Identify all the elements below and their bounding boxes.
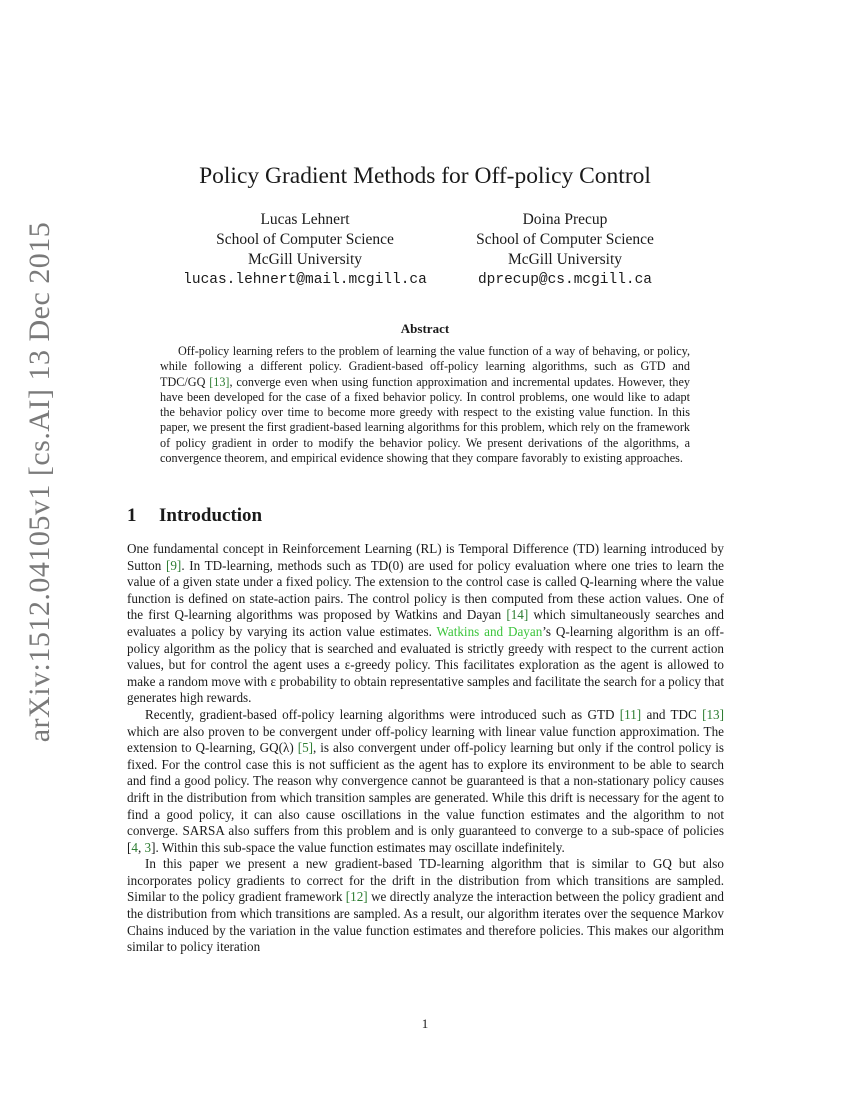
text-run: , <box>137 839 145 855</box>
author-name: Doina Precup <box>522 211 608 228</box>
text-run: . In TD-learning, methods such as TD(0) are used for policy evaluation where one tries to learn the value of a given state under a fixed policy. The extension to the control case is called Q-learning where the value function is defined on state-action pairs. The control policy is then computed from these action values. One of the first Q-learning algorithms was proposed by Watkins and Dayan <box>127 557 725 623</box>
text-run: and TDC <box>641 706 703 722</box>
section-title: Introduction <box>159 505 263 526</box>
citation-link[interactable]: [9] <box>165 557 182 573</box>
text-run: we directly analyze the interaction between the policy gradient and the distribution from which transitions are sampled. As a result, our algorithm iterates over the sequence Markov Chains induced by the variation in the value function estimates and therefore policies. This makes our algorithm similar to policy iteration <box>127 889 724 955</box>
text-run: In this paper we present a new gradient-based TD-learning algorithm that is similar to GQ but also incorporates policy gradients to correct for the drift in the distribution from which transitions are sampled. Similar to the policy gradient framework <box>127 856 724 905</box>
text-run: which are also proven to be convergent under off-policy learning with linear value function approximation. The extension to Q-learning, GQ(λ) <box>127 723 724 756</box>
author-email: dprecup@cs.mcgill.ca <box>477 272 653 288</box>
abstract-text-part: , converge even when using function approximation and incremental updates. However, they have been developed for the case of a fixed behavior policy. In control problems, one would like to adapt the behavior policy over time to become more greedy with respect to the existing value function. In this paper, we present the first gradient-based learning algorithms for this problem, which rely on the framework of policy gradient in order to modify the behavior policy. We present derivations of the algorithms, a convergence theorem, and empirical evidence showing that they compare favorably to existing approaches. <box>160 374 690 465</box>
author-university: McGill University <box>247 251 363 268</box>
citation-author-link[interactable]: Watkins and Dayan <box>436 623 543 639</box>
text-run: ]. Within this sub-space the value function estimates may oscillate indefinitely. <box>151 839 565 855</box>
citation-link[interactable]: [5] <box>297 740 314 756</box>
author-block-2 <box>435 210 695 290</box>
author-email: lucas.lehnert@mail.mcgill.ca <box>183 272 427 288</box>
text-run: which simultaneously searches and evaluates a policy by varying its action value estimates. <box>127 607 724 639</box>
citation-link[interactable]: [13] <box>209 374 230 389</box>
paper-title: Policy Gradient Methods for Off-policy Control <box>199 163 651 189</box>
abstract-heading: Abstract <box>400 321 450 336</box>
author-department: School of Computer Science <box>476 231 654 248</box>
paragraph-1 <box>127 541 724 707</box>
section-heading <box>127 505 262 527</box>
citation-link[interactable]: [12] <box>345 889 368 905</box>
citation-link[interactable]: 4 <box>131 839 138 855</box>
section-number: 1 <box>127 505 137 526</box>
abstract-text-part: Off-policy learning refers to the problem of learning the value function of a way of behaving, or policy, while following a different policy. Gradient-based off-policy learning algorithms, such as GTD and TDC/GQ <box>160 344 690 389</box>
citation-link[interactable]: [14] <box>506 607 529 623</box>
author-name: Lucas Lehnert <box>260 211 350 228</box>
author-block-1 <box>175 210 435 290</box>
body-text <box>127 541 724 956</box>
citation-link[interactable]: [11] <box>619 706 642 722</box>
citation-link[interactable]: 3 <box>144 839 152 855</box>
text-run: , is also convergent under off-policy learning but only if the control policy is fixed. For the control case this is not sufficient as the agent has to explore its environment to be able to search and find a good policy. The reason why convergence cannot be guaranteed is that a non-stationary policy causes drift in the distribution from which transition samples are generated. While this drift is necessary for the agent to find a good policy, it can also cause oscillations in the value function estimates and the algorithm to not converge. SARSA also suffers from this problem and is only guaranteed to converge to a sub-space of policies [ <box>127 740 725 855</box>
citation-link[interactable]: [13] <box>702 706 724 722</box>
text-run: ’s Q-learning algorithm is an off-policy algorithm as the policy that is searched and evaluated is strictly greedy with respect to the current action values, but for control the agent uses a ε-greedy policy. This facilitates exploration as the agent is allowed to make a random move with ε probability to obtain representative samples and facilitate the search for a policy that generates high rewards. <box>127 623 724 706</box>
abstract-text <box>160 344 690 466</box>
text-run: One fundamental concept in Reinforcement Learning (RL) is Temporal Difference (TD) learning introduced by Sutton <box>127 541 724 573</box>
author-university: McGill University <box>507 251 623 268</box>
arxiv-stamp: arXiv:1512.04105v1 [cs.AI] 13 Dec 2015 <box>23 221 56 743</box>
author-department: School of Computer Science <box>216 231 394 248</box>
text-run: Recently, gradient-based off-policy learning algorithms were introduced such as GTD <box>145 706 620 722</box>
page-number: 1 <box>421 1016 429 1031</box>
paragraph-2 <box>127 707 724 856</box>
paragraph-3 <box>127 856 724 956</box>
